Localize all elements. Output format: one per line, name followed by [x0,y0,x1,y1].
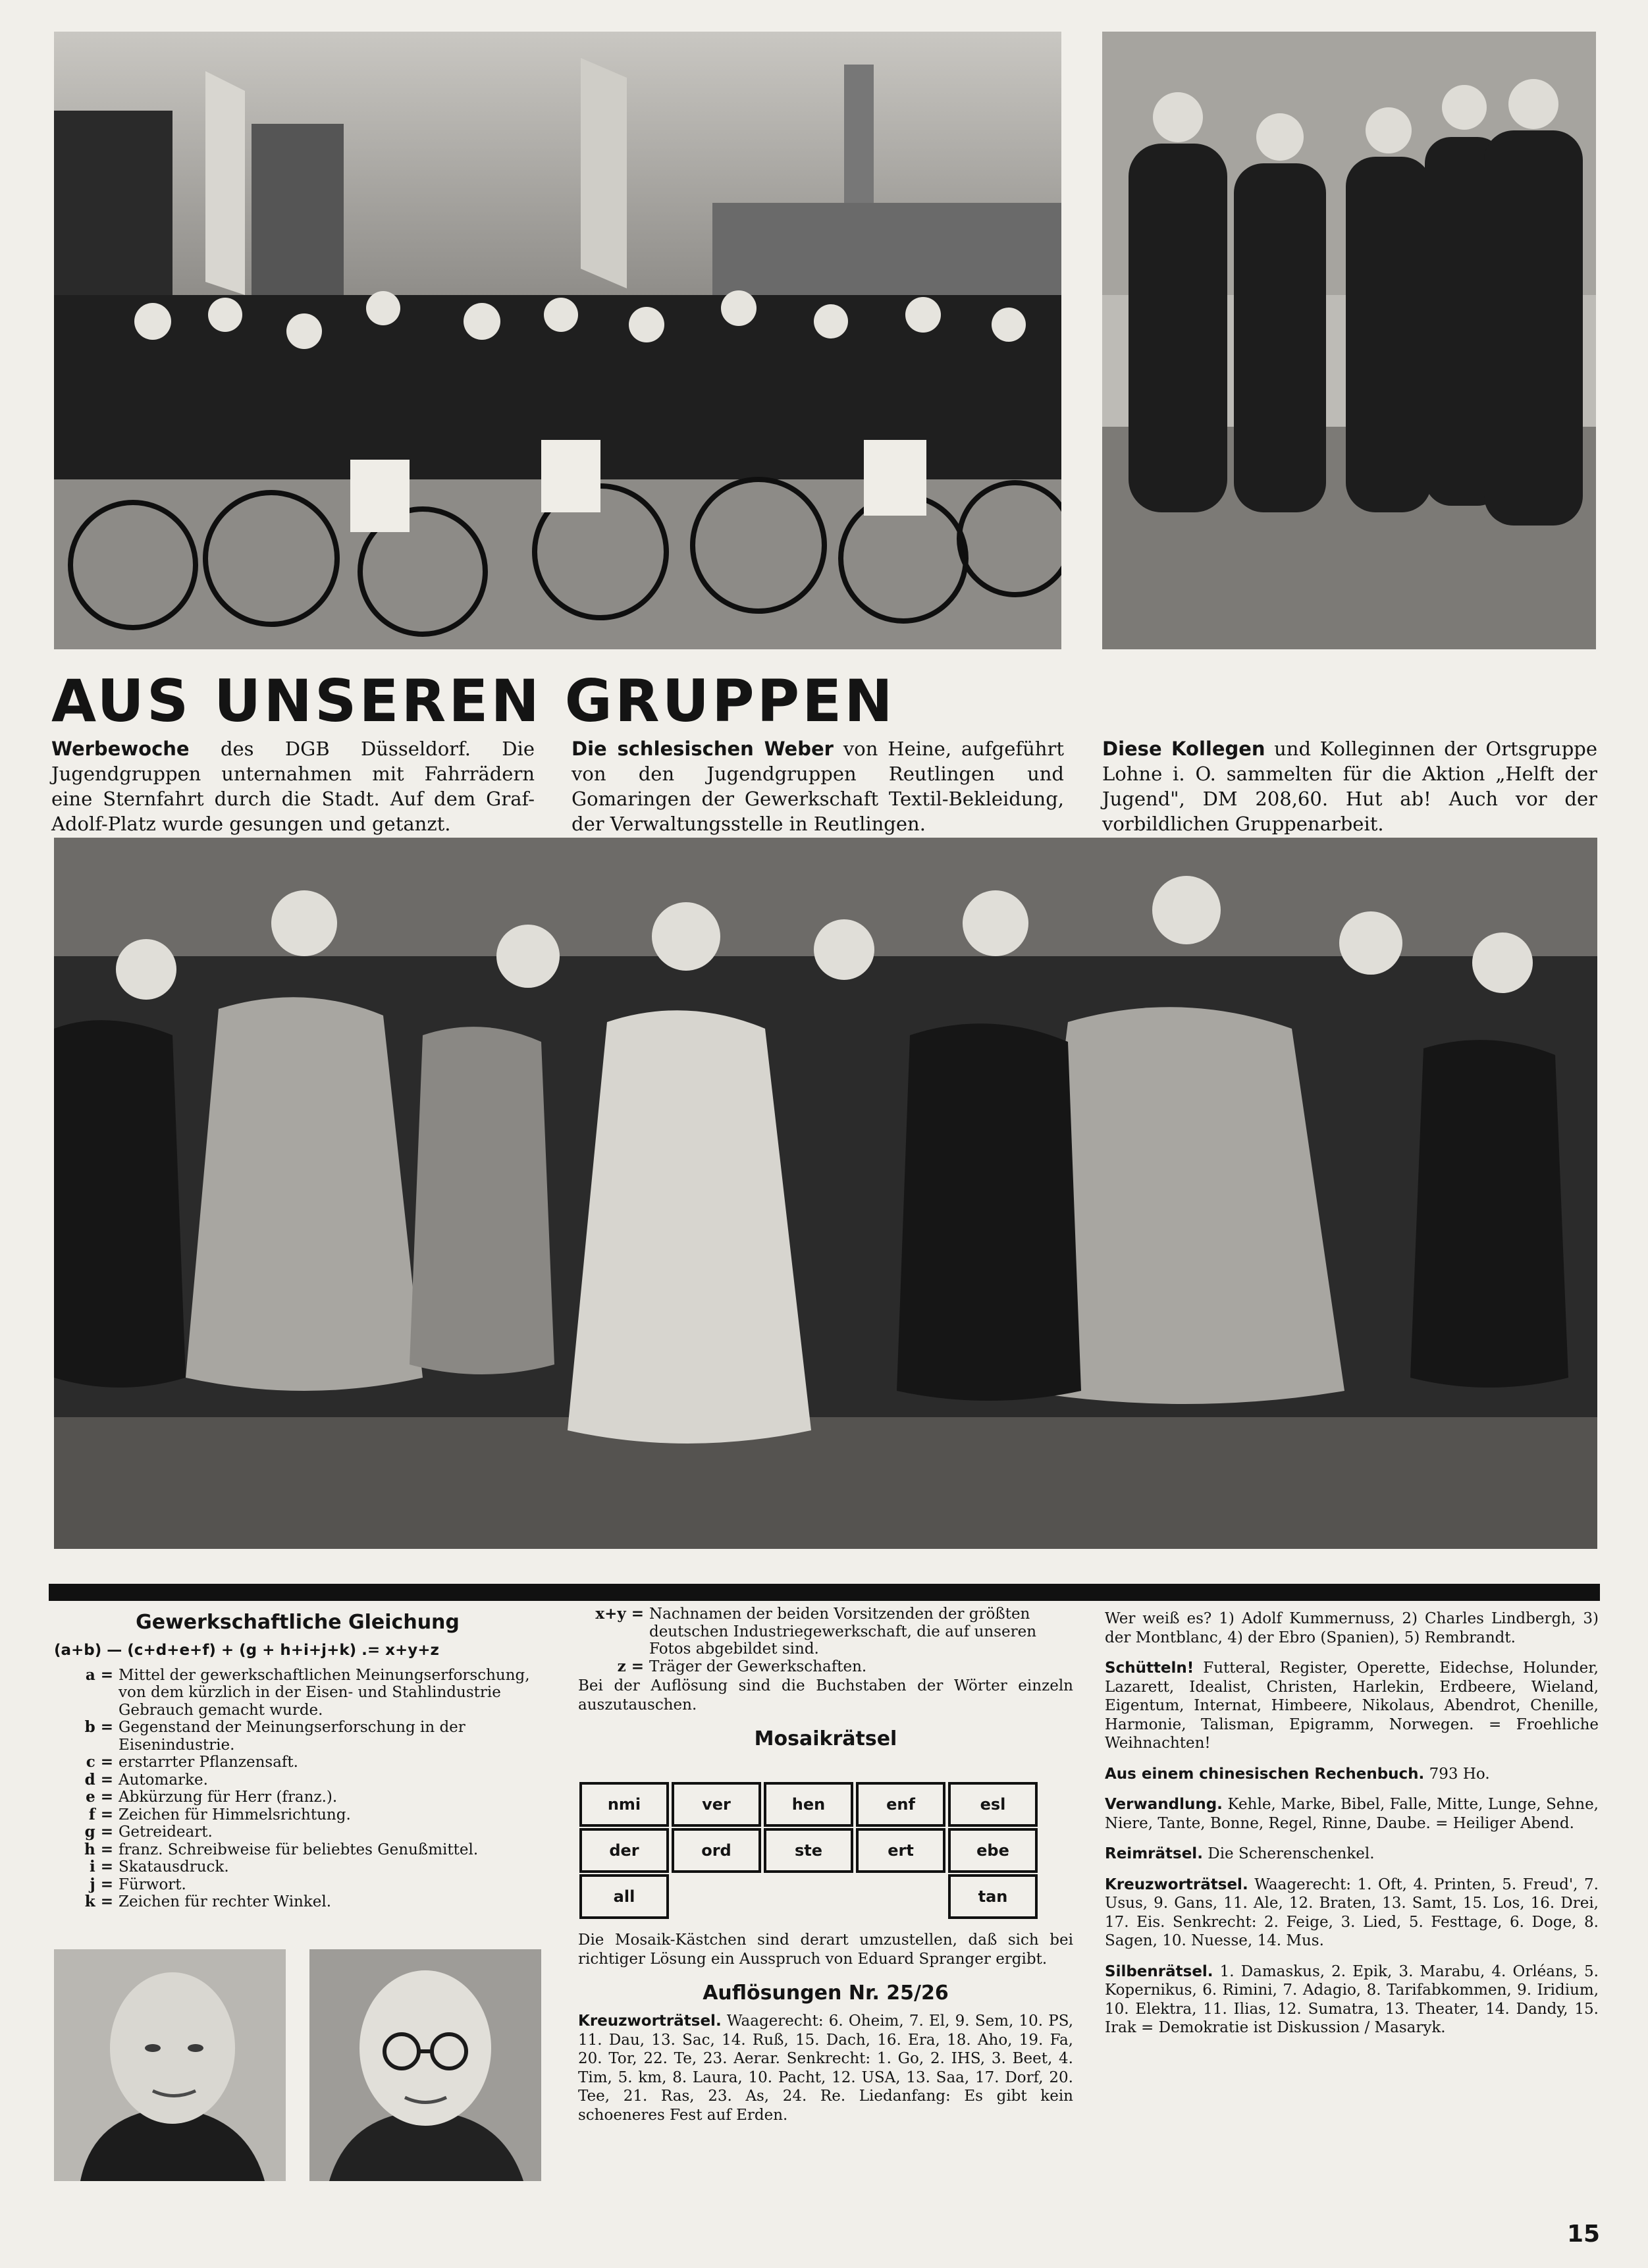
portrait-right [309,1949,541,2181]
photo-group-lohne [1102,32,1596,649]
caption-werbewoche [51,736,535,836]
caption-text: des DGB Düsseldorf. Die Jugendgruppen unternahmen mit Fahrrädern eine Sternfahrt durch die Stadt. Auf dem Graf-Adolf-Platz wurde gesungen und getanzt. [51,738,535,835]
mosaic-tile: esl [948,1782,1038,1827]
answer-wer-weiss: Wer weiß es? 1) Adolf Kummernuss, 2) Charles Lindbergh, 3) der Montblanc, 4) der Ebro (Spanien), 5) Rembrandt. [1105,1610,1599,1646]
portrait-left [54,1949,286,2181]
mosaic-tile: ver [672,1782,761,1827]
definition-item: g = Getreideart. [84,1823,213,1841]
equation-definitions [54,1667,541,1911]
solutions-crossword [578,2012,1073,2124]
photo-cyclists [54,32,1061,649]
equation-title: Gewerkschaftliche Gleichung [136,1611,460,1634]
page-headline: AUS UNSEREN GRUPPEN [51,667,895,735]
solutions-text: Waagerecht: 6. Oheim, 7. El, 9. Sem, 10. PS, 11. Dau, 13. Sac, 14. Ruß, 15. Dach, 16. Era, 18. Aho, 19. Fa, 20. Tor, 22. Te, 23. Aerar. Senkrecht: 1. Go, 2. IHS, 3. Beet, 4. Tim, 5. km, 8. Laura, 10. Pacht, 12. USA, 13. Saa, 17. Dorf, 20. Tee, 21. Ras, 23. As, 24. Re. Liedanfang: Es gibt kein schoeneres Fest auf Erden. [578,2012,1073,2124]
caption-lead: Werbewoche [51,738,190,760]
definition-item: i = Skatausdruck. [89,1858,229,1876]
column-middle-lower [578,1931,1073,2136]
mosaic-tile: tan [948,1874,1038,1919]
caption-lead: Die schlesischen Weber [571,738,834,760]
caption-lead: Diese Kollegen [1102,738,1265,760]
definition-item: d = Automarke. [84,1770,208,1789]
equation-formula: (a+b) — (c+d+e+f) + (g + h+i+j+k) .= x+y+z [54,1642,439,1659]
definition-item: k = Zeichen für rechter Winkel. [84,1893,332,1910]
page-number: 15 [1567,2221,1601,2248]
definition-item: j = Fürwort. [90,1875,186,1893]
answer-reimraetsel: Reimrätsel. Die Scherenschenkel. [1105,1845,1375,1862]
answer-kreuzwortraetsel: Kreuzworträtsel. Waagerecht: 1. Oft, 4. Printen, 5. Freud', 7. Usus, 9. Gans, 11. Ale, 12. Braten, 13. Samt, 15. Los, 16. Drei, 17. Eis. Senkrecht: 2. Feige, 3. Lied, 5. Festtage, 6. Doge, 8. Sagen, 10. Nuesse, 14. Mus. [1105,1876,1599,1949]
definition-item: c = erstarrter Pflanzensaft. [86,1753,298,1771]
column-middle [578,1606,1073,1758]
middle-definitions [578,1606,1073,1675]
exchange-note: Bei der Auflösung sind die Buchstaben der Wörter einzeln auszutauschen. [578,1677,1073,1714]
answer-schuetteln: Schütteln! Futteral, Register, Operette, Eidechse, Holunder, Lazarett, Idealist, Christen, Harlekin, Erdbeere, Wieland, Eigentum, Internat, Himbeere, Nikolaus, Abendrot, Chenille, Harmonie, Talisman, Epigramm, Norwegen. = Froehliche Weihnachten! [1105,1660,1599,1752]
definition-item: h = franz. Schreibweise für beliebtes Genußmittel. [84,1840,479,1858]
mosaic-title: Mosaikrätsel [754,1727,897,1750]
mosaic-tile: ord [672,1828,761,1873]
answer-silbenraetsel: Silbenrätsel. 1. Damaskus, 2. Epik, 3. Marabu, 4. Orléans, 5. Kopernikus, 6. Rimini, 7. Adagio, 8. Tarifabkommen, 9. Iridium, 10. Elektra, 11. Ilias, 12. Sumatra, 13. Theater, 14. Dandy, 15. Irak = Demokratie ist Diskussion / Masaryk. [1105,1962,1599,2036]
mosaic-tile: hen [764,1782,853,1827]
caption-text: und Kolleginnen der Ortsgruppe Lohne i. O. sammelten für die Aktion „Helft der Jugend", DM 208,60. Hut ab! Auch vor der vorbildlichen Gruppenarbeit. [1102,738,1597,835]
definition-item: b = Gegenstand der Meinungserforschung in der Eisenindustrie. [84,1718,465,1754]
mosaic-instructions: Die Mosaik-Kästchen sind derart umzustellen, daß sich bei richtiger Lösung ein Ausspruch von Eduard Spranger ergibt. [578,1931,1073,1968]
mosaic-tile: enf [856,1782,945,1827]
definition-item: e = Abkürzung für Herr (franz.). [86,1788,338,1806]
mosaic-tile: ert [856,1828,945,1873]
solutions-title: Auflösungen Nr. 25/26 [703,1982,949,2005]
mosaic-tile: ste [764,1828,853,1873]
caption-kollegen [1102,736,1597,836]
definition-item: x+y = Nachnamen der beiden Vorsitzenden der größten deutschen Industriegewerkschaft, die auf unseren Fotos abgebildet sind. [595,1605,1037,1658]
caption-weber [571,736,1064,836]
caption-text: von Heine, aufgeführt von den Jugendgruppen Reutlingen und Gomaringen der Gewerkschaft Textil-Bekleidung, der Verwaltungsstelle in Reutlingen. [571,738,1064,835]
photo-weber-performance [54,838,1597,1549]
definition-item: f = Zeichen für Himmelsrichtung. [88,1805,351,1823]
section-divider [49,1584,1600,1601]
mosaic-tile: der [579,1828,669,1873]
mosaic-tile: ebe [948,1828,1038,1873]
answer-verwandlung: Verwandlung. Kehle, Marke, Bibel, Falle, Mitte, Lunge, Sehne, Niere, Tante, Bonne, Regel, Rinne, Daube. = Heiliger Abend. [1105,1796,1599,1832]
answer-rechenbuch: Aus einem chinesischen Rechenbuch. 793 Ho. [1105,1765,1490,1783]
mosaic-tile: nmi [579,1782,669,1827]
column-right [1105,1609,1599,2049]
column-equation [54,1606,541,1911]
mosaic-tile: all [579,1874,669,1919]
solutions-lead: Kreuzworträtsel. [578,2012,722,2030]
mosaic-grid [579,1782,1038,1920]
definition-item: a = Mittel der gewerkschaftlichen Meinungserforschung, von dem kürzlich in der Eisen- und Stahlindustrie Gebrauch gemacht wurde. [85,1665,530,1719]
definition-item: z = Träger der Gewerkschaften. [617,1657,867,1675]
